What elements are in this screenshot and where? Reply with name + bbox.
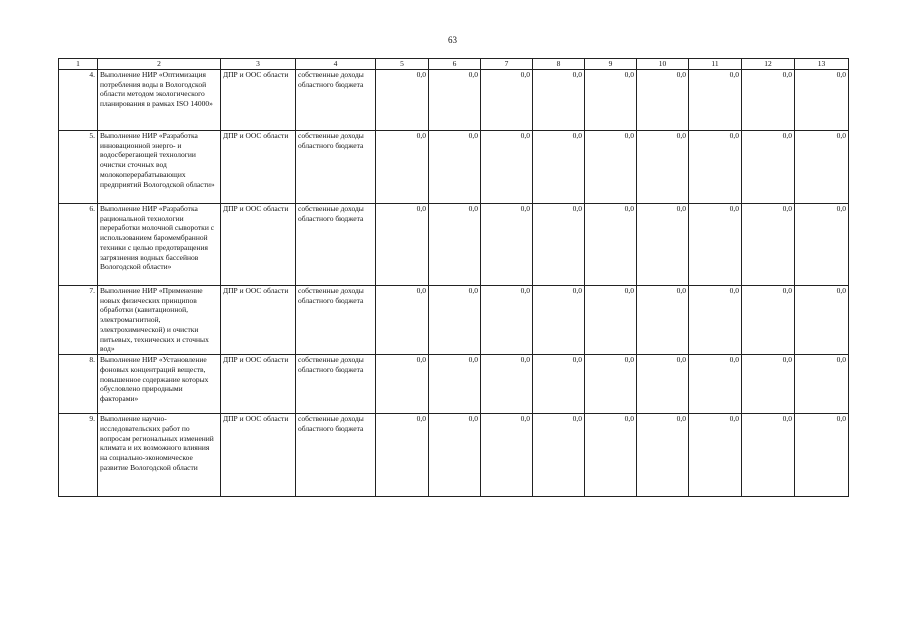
row-value: 0,0 xyxy=(376,203,429,285)
row-source: собственные доходы областного бюджета xyxy=(296,355,376,414)
row-value: 0,0 xyxy=(585,69,637,130)
row-value: 0,0 xyxy=(429,414,481,497)
table-row xyxy=(59,130,849,203)
row-value: 0,0 xyxy=(376,414,429,497)
table-body xyxy=(59,69,849,496)
row-value: 0,0 xyxy=(376,69,429,130)
row-executor: ДПР и ООС области xyxy=(221,414,296,497)
row-value: 0,0 xyxy=(429,203,481,285)
row-number: 9. xyxy=(59,414,98,497)
header-row xyxy=(59,59,849,70)
row-value: 0,0 xyxy=(533,355,585,414)
budget-table xyxy=(58,58,849,497)
row-number: 6. xyxy=(59,203,98,285)
row-value: 0,0 xyxy=(481,69,533,130)
row-value: 0,0 xyxy=(376,355,429,414)
header-col-6: 6 xyxy=(429,59,481,70)
row-value: 0,0 xyxy=(742,285,795,354)
row-value: 0,0 xyxy=(585,285,637,354)
row-value: 0,0 xyxy=(637,285,689,354)
header-col-13: 13 xyxy=(795,59,849,70)
row-number: 8. xyxy=(59,355,98,414)
row-name: Выполнение НИР «Установление фоновых концентраций веществ, повышенное содержание которых обусловлено природными факторами» xyxy=(98,355,221,414)
row-value: 0,0 xyxy=(481,355,533,414)
row-value: 0,0 xyxy=(742,203,795,285)
row-value: 0,0 xyxy=(742,69,795,130)
header-col-4: 4 xyxy=(296,59,376,70)
header-col-7: 7 xyxy=(481,59,533,70)
row-value: 0,0 xyxy=(689,203,742,285)
row-value: 0,0 xyxy=(689,130,742,203)
row-value: 0,0 xyxy=(742,355,795,414)
row-value: 0,0 xyxy=(637,69,689,130)
row-value: 0,0 xyxy=(585,203,637,285)
row-source: собственные доходы областного бюджета xyxy=(296,414,376,497)
row-name: Выполнение научно-исследовательских работ по вопросам региональных изменений климата и их возможного влияния на социально-экономическое развитие Вологодской области xyxy=(98,414,221,497)
header-col-3: 3 xyxy=(221,59,296,70)
table-row xyxy=(59,414,849,497)
header-col-12: 12 xyxy=(742,59,795,70)
row-value: 0,0 xyxy=(585,355,637,414)
header-col-9: 9 xyxy=(585,59,637,70)
row-value: 0,0 xyxy=(689,69,742,130)
header-col-1: 1 xyxy=(59,59,98,70)
row-executor: ДПР и ООС области xyxy=(221,130,296,203)
row-value: 0,0 xyxy=(481,203,533,285)
header-col-11: 11 xyxy=(689,59,742,70)
row-value: 0,0 xyxy=(376,130,429,203)
row-name: Выполнение НИР «Разработка рациональной технологии переработки молочной сыворотки с использованием баромембранной техники с целью предотвращения загрязнения водных бассейнов Вологодской области» xyxy=(98,203,221,285)
row-value: 0,0 xyxy=(689,355,742,414)
row-value: 0,0 xyxy=(795,414,849,497)
row-value: 0,0 xyxy=(795,355,849,414)
row-value: 0,0 xyxy=(481,130,533,203)
row-value: 0,0 xyxy=(533,285,585,354)
row-value: 0,0 xyxy=(585,130,637,203)
page-number: 63 xyxy=(448,35,457,45)
row-executor: ДПР и ООС области xyxy=(221,285,296,354)
row-number: 5. xyxy=(59,130,98,203)
row-name: Выполнение НИР «Разработка инновационной энерго- и водосберегающей технологии очистки сточных вод молокоперерабатывающих предприятий Вологодской области» xyxy=(98,130,221,203)
row-value: 0,0 xyxy=(376,285,429,354)
header-col-8: 8 xyxy=(533,59,585,70)
table-row xyxy=(59,203,849,285)
row-name: Выполнение НИР «Оптимизация потребления воды в Вологодской области методом экологического планирования в рамках ISO 14000» xyxy=(98,69,221,130)
row-value: 0,0 xyxy=(429,69,481,130)
row-source: собственные доходы областного бюджета xyxy=(296,69,376,130)
row-source: собственные доходы областного бюджета xyxy=(296,285,376,354)
header-col-5: 5 xyxy=(376,59,429,70)
row-executor: ДПР и ООС области xyxy=(221,69,296,130)
row-value: 0,0 xyxy=(637,130,689,203)
header-col-10: 10 xyxy=(637,59,689,70)
row-value: 0,0 xyxy=(585,414,637,497)
row-value: 0,0 xyxy=(689,414,742,497)
row-value: 0,0 xyxy=(429,130,481,203)
row-value: 0,0 xyxy=(533,130,585,203)
row-value: 0,0 xyxy=(429,355,481,414)
row-executor: ДПР и ООС области xyxy=(221,355,296,414)
row-value: 0,0 xyxy=(795,69,849,130)
row-source: собственные доходы областного бюджета xyxy=(296,130,376,203)
table-row xyxy=(59,285,849,354)
header-col-2: 2 xyxy=(98,59,221,70)
table-row xyxy=(59,355,849,414)
table-row xyxy=(59,69,849,130)
row-value: 0,0 xyxy=(637,414,689,497)
table-header xyxy=(59,59,849,70)
row-value: 0,0 xyxy=(689,285,742,354)
row-value: 0,0 xyxy=(637,355,689,414)
row-number: 4. xyxy=(59,69,98,130)
row-value: 0,0 xyxy=(742,130,795,203)
row-source: собственные доходы областного бюджета xyxy=(296,203,376,285)
row-name: Выполнение НИР «Применение новых физических принципов обработки (кавитационной, электромагнитной, электрохимической) и очистки питьевых, технических и сточных вод» xyxy=(98,285,221,354)
row-number: 7. xyxy=(59,285,98,354)
row-value: 0,0 xyxy=(533,203,585,285)
row-value: 0,0 xyxy=(742,414,795,497)
row-value: 0,0 xyxy=(533,69,585,130)
row-value: 0,0 xyxy=(429,285,481,354)
row-value: 0,0 xyxy=(481,285,533,354)
row-value: 0,0 xyxy=(481,414,533,497)
row-value: 0,0 xyxy=(795,285,849,354)
row-value: 0,0 xyxy=(637,203,689,285)
row-value: 0,0 xyxy=(533,414,585,497)
row-executor: ДПР и ООС области xyxy=(221,203,296,285)
row-value: 0,0 xyxy=(795,130,849,203)
row-value: 0,0 xyxy=(795,203,849,285)
